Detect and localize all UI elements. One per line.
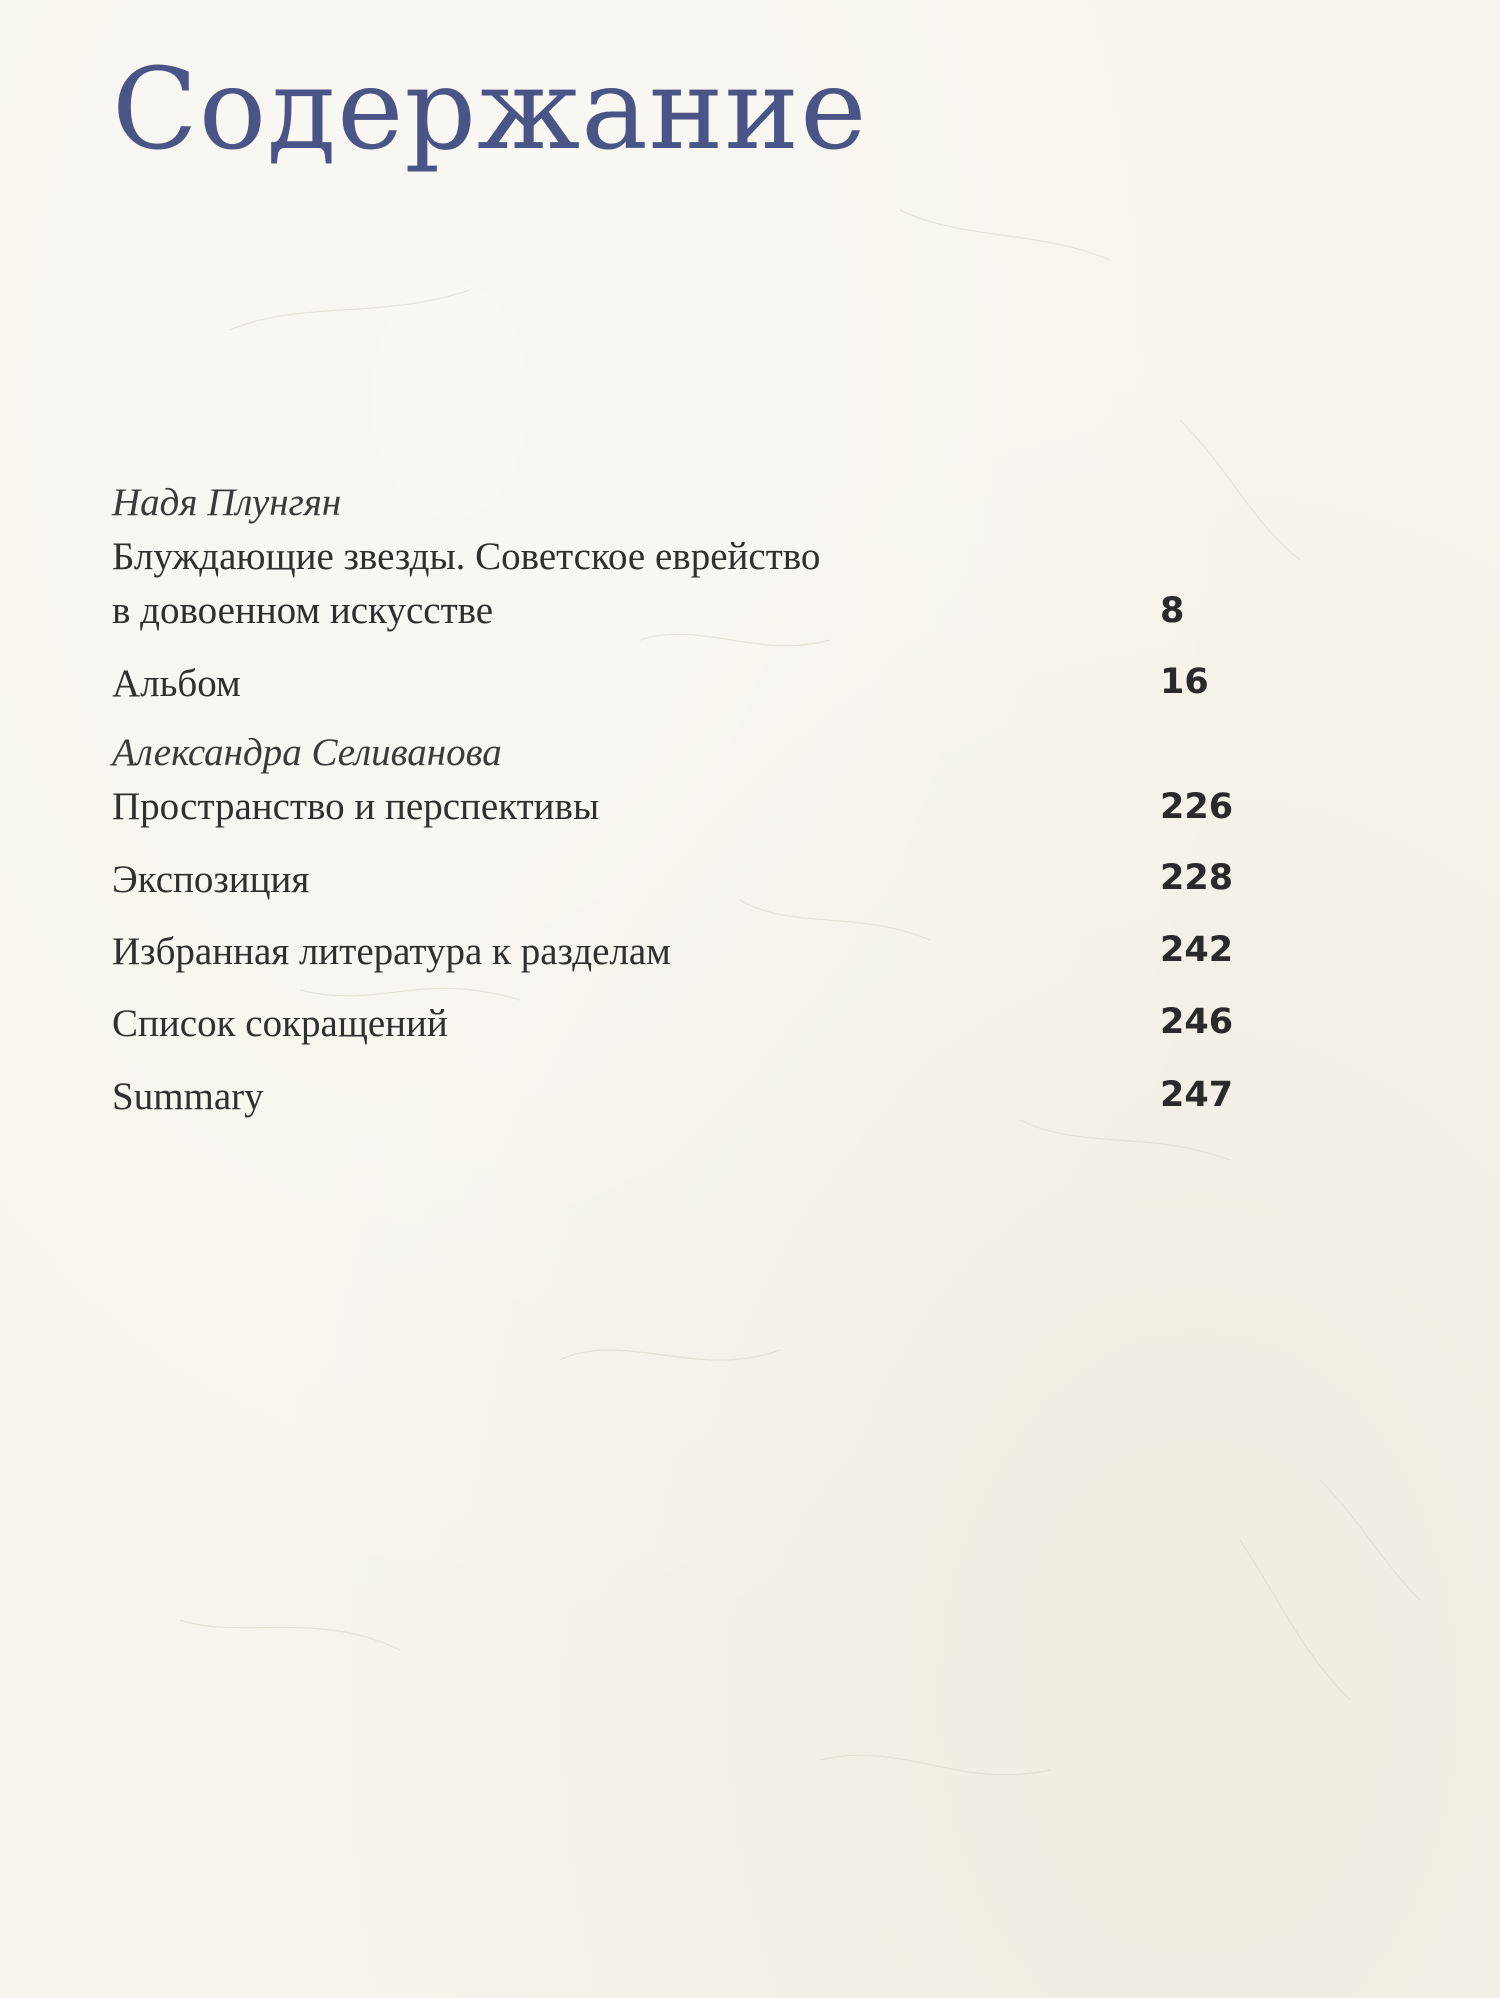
- entry-title-line: Summary: [112, 1075, 264, 1118]
- entry-page-number: 16: [1160, 662, 1209, 702]
- entry-page-number: 226: [1160, 787, 1234, 827]
- entry-title-line: Блуждающие звезды. Советское еврейство: [112, 535, 821, 578]
- entry-page-number: 242: [1160, 930, 1234, 970]
- entry-page-number: 8: [1160, 591, 1185, 631]
- entry-title-line: Экспозиция: [112, 858, 310, 901]
- entry-page-number: 246: [1160, 1002, 1234, 1042]
- entry-title-line: Альбом: [112, 662, 241, 705]
- page-title: Содержание: [112, 45, 868, 175]
- entry-title-line: Пространство и перспективы: [112, 785, 600, 828]
- section-author: Надя Плунгян: [112, 481, 342, 524]
- section-author: Александра Селиванова: [112, 731, 502, 774]
- entry-title-line: в довоенном искусстве: [112, 589, 494, 632]
- entry-title-line: Список сокращений: [112, 1002, 448, 1045]
- entry-page-number: 228: [1160, 858, 1234, 898]
- entry-title-line: Избранная литература к разделам: [112, 930, 671, 973]
- entry-page-number: 247: [1160, 1075, 1234, 1115]
